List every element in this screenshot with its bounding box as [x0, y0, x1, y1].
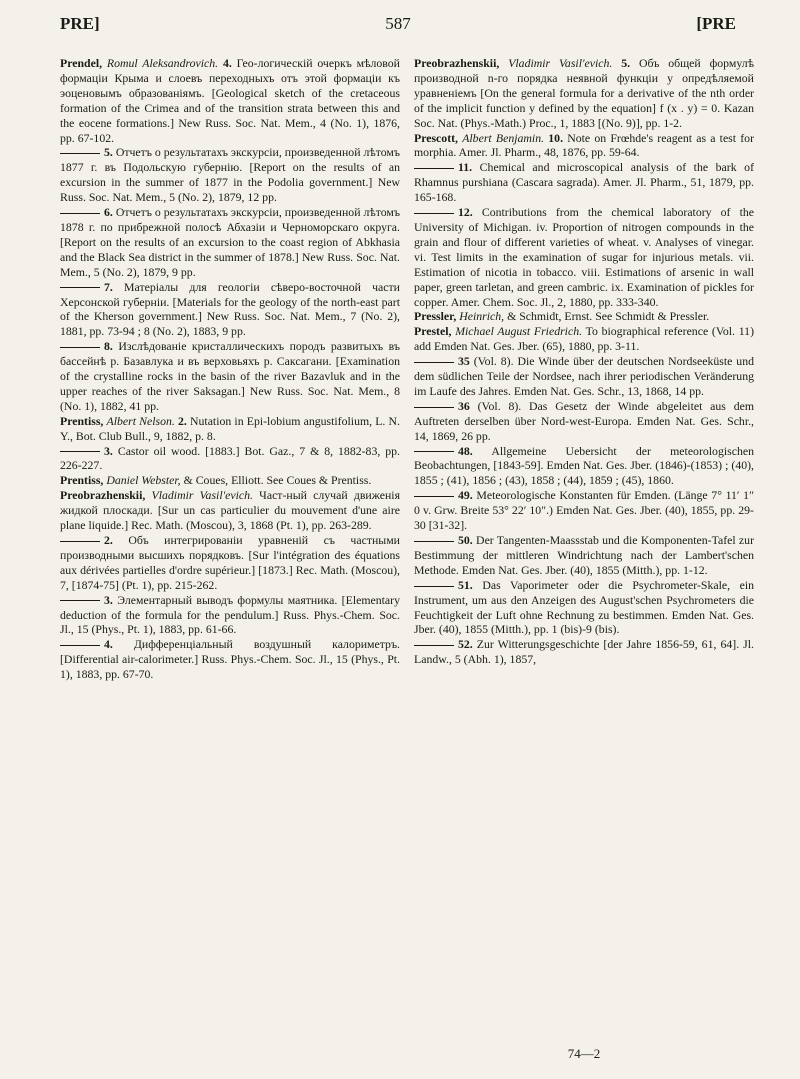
ditto-rule [414, 496, 454, 497]
author-entry [414, 56, 754, 131]
entry-number: 51. [458, 577, 473, 592]
entry-text: Объ интегрированіи уравненій съ частными производными высшихъ порядковъ. [Sur l'intégration des équations aux dérivées partielles d'ordre supérieur.] [1873.] Rec. Math. (Moscou), 7, [1874-75] (Pt. 1), pp. 215-262. [60, 533, 400, 592]
author-name: Prescott, [414, 130, 458, 145]
author-forename: Romul Aleksandrovich. [106, 56, 219, 70]
entry-text: Отчетъ о результатахъ экскурсіи, произведенной лѣтомъ 1878 г. по прибрежной полосѣ Абхазіи и Черноморскаго округа. [Report on the results of an excursion to the coast region of Abkhasia and the Black Sea district in the summer of 1878.] New Russ. Soc. Nat. Mem., 5 (No. 2), 1879, 9 pp. [60, 205, 400, 279]
entry-text: Das Vaporimeter oder die Psychrometer-Skale, ein Instrument, um aus den Anzeigen des August'schen Psychrometers die Feuchtigkeit der Luft ohne Rechnung zu bestimmen. Emden Nat. Ges. Jber. (40), 1855 (Mitth.), pp. 1 (bis)-9 (bis). [414, 577, 755, 637]
entry-text: Изслѣдованіе кристаллическихъ породъ развитыхъ въ бассейнѣ р. Базавлука и въ верховьяхъ р. Саксагани. [Examination of the crystalline rocks in the basin of the river Bazavluk and in the upper reaches of the river Saksagan.] New Russ. Soc. Nat. Mem., 8 (No. 1), 1882, 41 pp. [60, 339, 400, 413]
ditto-rule [414, 541, 454, 542]
author-name: Prendel, [60, 56, 103, 70]
sub-entry [414, 533, 754, 578]
ditto-rule [60, 213, 100, 214]
ditto-rule [414, 213, 454, 214]
sub-entry [60, 444, 400, 474]
entry-number: 48. [458, 443, 473, 458]
entry-number: 11. [458, 160, 473, 175]
entry-number: 49. [458, 488, 473, 503]
page-number: 587 [385, 14, 411, 33]
entry-number: 3. [104, 592, 113, 607]
author-entry [60, 488, 400, 533]
entry-text: Элементарный выводъ формулы маятника. [Elementary deduction of the formula for the pendulum.] Russ. Phys.-Chem. Soc. Jl., 15 (Phys., Pt. 1), 1883, pp. 61-66. [60, 592, 400, 637]
entry-number: 4. [222, 56, 232, 70]
author-forename: Vladimir Vasil'evich. [508, 56, 613, 70]
ditto-rule [60, 645, 100, 646]
entry-number: 36 [458, 398, 470, 413]
header-right-range: [PRE [696, 14, 736, 33]
sub-entry [60, 280, 400, 340]
page-header [60, 14, 736, 40]
author-entry [414, 131, 754, 161]
entry-text: & Schmidt, Ernst. See Schmidt & Pressler. [507, 309, 710, 324]
ditto-rule [60, 541, 100, 542]
entry-number: 4. [104, 637, 113, 652]
author-entry [60, 56, 400, 145]
sub-entry [414, 444, 754, 489]
entry-text: Contributions from the chemical laboratory of the University of Michigan. iv. Proportion of nitrogen compounds in the grain and flour of different varieties of wheat. v. Analyses of vinegar. vi. Test limits in the examination of sugar for injurious metals. vii. Estimation of nicotia in tobacco. viii. Estimations of arsenic in wall paper, green tarletan, and green cambric. ix. Examination of pickles for copper. Amer. Chem. Soc. Jl., 2, 1880, pp. 333-340. [414, 205, 755, 309]
ditto-rule [414, 645, 454, 646]
entry-number: 35 [458, 354, 470, 369]
entry-text: Дифференціальный воздушный калориметръ. [Differential air-calorimeter.] Russ. Phys.-Chem. Soc. Jl., 15 (Phys., Pt. 1), 1883, pp. 67-70. [60, 637, 401, 682]
entry-number: 6. [104, 205, 113, 220]
entry-text: Отчетъ о результатахъ экскурсіи, произведенной лѣтомъ 1877 г. въ Подольскую губернію. [Report on the results of an excursion in the summer of 1877 in the Podolia government.] New Russ. Soc. Nat. Mem., 5 (No. 2), 1879, 12 pp. [60, 145, 400, 205]
entry-text: Объ общей формулѣ производной n-го порядка неявной функціи y опредѣляемой уравненіемъ [On the general formula for a derivative of the nth order of the implicit function y defined by the equation] f (x . y) = 0. Kazan Soc. Nat. (Phys.-Math.) Proc., 1, 1883 [(No. 9)], pp. 1-2. [414, 56, 755, 130]
entry-number: 3. [104, 443, 113, 458]
entry-text: (Vol. 8). Das Gesetz der Winde abgeleitet aus dem Auftreten derselben über Nord-west-Europa. Emden Nat. Ges. Schr., 14, 1869, 26 pp. [414, 398, 755, 443]
sub-entry [414, 205, 754, 309]
right-column [414, 56, 754, 667]
entry-text: Der Tangenten-Maassstab und die Komponenten-Tafel zur Bestimmung der mittleren Windrichtung nach der Lambert'schen Methode. Emden Nat. Ges. Jber. (40), 1855 (Mitth.), pp. 1-12. [414, 533, 754, 577]
entry-text: Meteorologische Konstanten für Emden. (Länge 7° 11′ 1″ 0 v. Grw. Breite 53° 22′ 10″.) Emden Nat. Ges. Jber. (40), 1855, pp. 29-30 [31-32]. [414, 488, 754, 533]
author-name: Prentiss, [60, 473, 104, 488]
sub-entry [414, 637, 754, 667]
ditto-rule [414, 407, 454, 408]
sub-entry [60, 145, 400, 205]
author-name: Prentiss, [60, 413, 104, 428]
sub-entry [60, 637, 400, 682]
entry-text: & Coues, Elliott. See Coues & Prentiss. [183, 473, 372, 488]
entry-number: 52. [458, 637, 473, 652]
ditto-rule [60, 153, 100, 154]
ditto-rule [60, 451, 100, 452]
author-forename: Albert Benjamin. [462, 130, 545, 145]
ditto-rule [414, 451, 454, 452]
header-left-range: PRE] [60, 14, 100, 33]
entry-number: 10. [548, 130, 564, 145]
sub-entry [414, 399, 754, 444]
sub-entry [60, 339, 400, 414]
author-name: Pressler, [414, 309, 457, 324]
entry-text: To biographical reference (Vol. 11) add Emden Nat. Ges. Jber. (65), 1880, pp. 3-11. [414, 324, 754, 354]
author-forename: Heinrich, [459, 309, 505, 324]
entry-number: 5. [104, 145, 113, 160]
sub-entry [414, 578, 754, 638]
sub-entry [414, 354, 754, 399]
sub-entry [414, 160, 754, 205]
ditto-rule [414, 362, 454, 363]
entry-text: Гео-логическій очеркъ мѣловой формаціи Крыма и слоевъ переходныхъ отъ этой формаціи къ эоценовымъ образованіямъ. [Geological sketch of the cretaceous formation of the Crimea and of the transition strata between this and the eocene formations.] New Russ. Soc. Nat. Mem., 4 (No. 1), 1876, pp. 67-102. [60, 56, 400, 145]
entry-number: 5. [621, 56, 631, 70]
ditto-rule [60, 600, 100, 601]
entry-text: Chemical and microscopical analysis of the bark of Rhamnus purshiana (Cascara sagrada). Amer. Jl. Pharm., 51, 1879, pp. 165-168. [414, 160, 754, 205]
ditto-rule [414, 168, 454, 169]
author-entry [60, 473, 400, 488]
sub-entry [60, 205, 400, 280]
entry-text: Матеріалы для геологіи сѣверо-восточной части Херсонской губерніи. [Materials for the geology of the north-east part of the Kherson government.] New Russ. Soc. Nat. Mem., 7 (No. 2), 1881, pp. 73-94 ; 8 (No. 2), 1883, 9 pp. [60, 279, 400, 339]
entry-text: Nutation in Epi-lobium angustifolium, L. N. Y., Bot. Club Bull., 9, 1882, p. 8. [60, 413, 400, 443]
entry-text: Zur Witterungsgeschichte [der Jahre 1856-59, 61, 64]. Jl. Landw., 5 (Abh. 1), 1857, [414, 637, 754, 667]
entry-number: 7. [104, 279, 113, 294]
left-column [60, 56, 400, 682]
entry-text: (Vol. 8). Die Winde über der deutschen Nordseeküste und dem südlichen Teile der Nordsee, nach ihrer periodischen Veränderung im Laufe des Jahres. Emden Nat. Ges. Schr., 13, 1868, 14 pp. [414, 354, 754, 398]
sub-entry [414, 488, 754, 533]
entry-number: 50. [458, 533, 473, 547]
entry-text: Allgemeine Uebersicht der meteorologischen Beobachtungen, [1843-59]. Emden Nat. Ges. Jber. (1846)-(1853) ; (40), 1855 ; (41), 1856 ; (43), 1858 ; (44), 1859 ; (45), 1860. [414, 443, 754, 488]
ditto-rule [414, 586, 454, 587]
ditto-rule [60, 287, 100, 288]
entry-number: 12. [458, 205, 473, 220]
author-entry [414, 324, 754, 354]
author-name: Prestel, [414, 324, 452, 339]
author-forename: Daniel Webster, [106, 473, 181, 488]
entry-text: Castor oil wood. [1883.] Bot. Gaz., 7 & 8, 1882-83, pp. 226-227. [60, 443, 400, 473]
sub-entry [60, 593, 400, 638]
sub-entry [60, 533, 400, 593]
entry-number: 8. [104, 339, 113, 354]
author-name: Preobrazhenskii, [414, 56, 500, 70]
ditto-rule [60, 347, 100, 348]
entry-text: Част-ный случай движенія жидкой плоскади. [Sur un cas particulier du mouvement d'une aire plane liquide.] Rec. Math. (Moscou), 3, 1868 (Pt. 1), pp. 263-289. [60, 488, 400, 533]
author-entry [414, 309, 754, 324]
author-forename: Albert Nelson. [106, 413, 175, 428]
author-forename: Michael August Friedrich. [455, 324, 583, 339]
author-forename: Vladimir Vasil'evich. [151, 488, 253, 503]
entry-text: Note on Frœhde's reagent as a test for morphia. Amer. Jl. Pharm., 48, 1876, pp. 59-64. [414, 130, 755, 160]
entry-number: 2. [178, 413, 187, 428]
entry-number: 2. [104, 533, 113, 547]
author-entry [60, 414, 400, 444]
author-name: Preobrazhenskii, [60, 488, 146, 503]
signature-mark: 74—2 [567, 1046, 601, 1061]
